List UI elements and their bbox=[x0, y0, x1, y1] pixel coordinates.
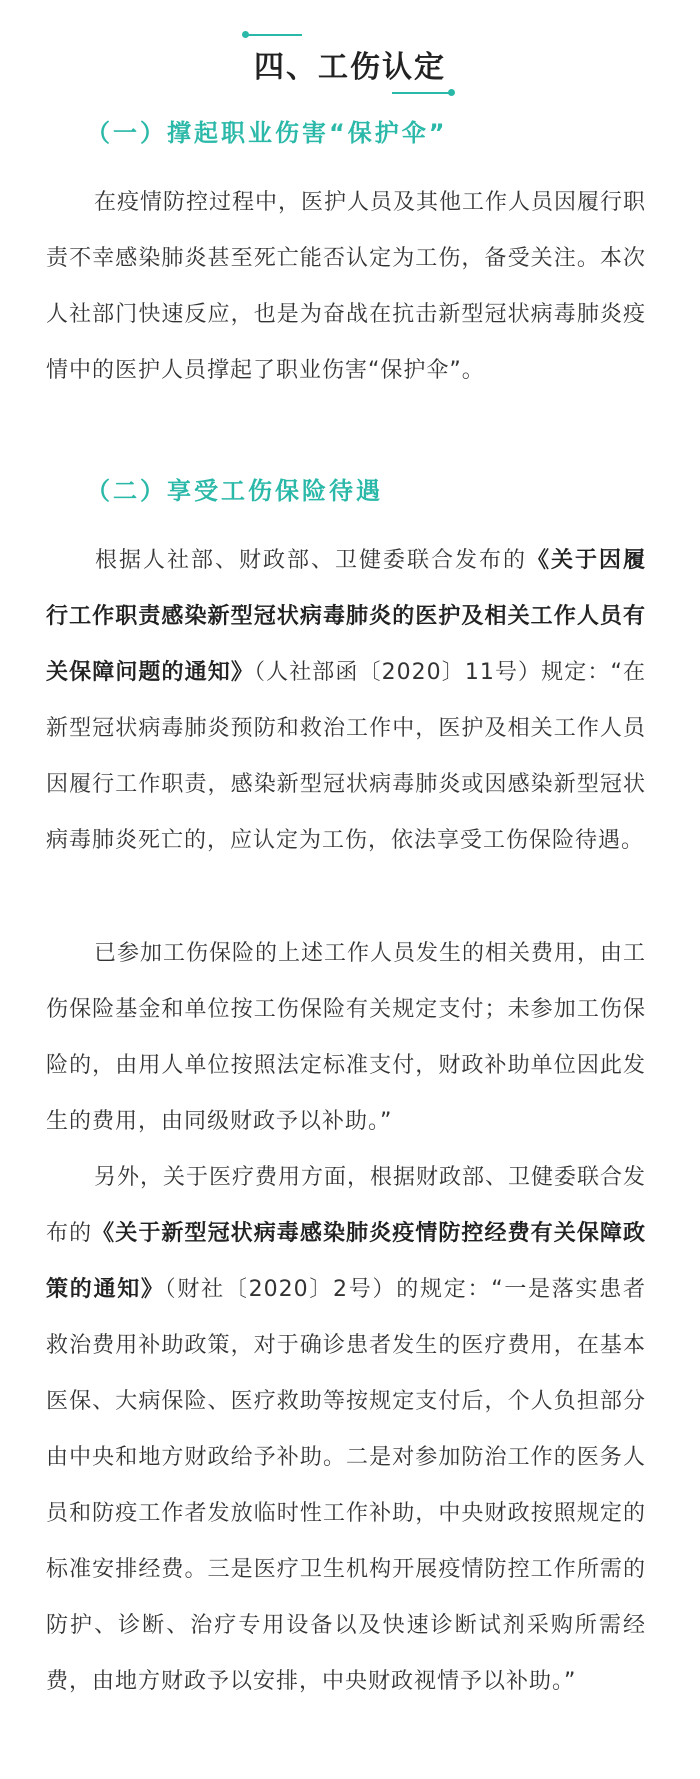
notice-title: 《关于因履行工作职责感染新型冠状病毒肺炎的医护及相关工作人员有关保障问题的通知》 bbox=[46, 548, 646, 685]
paragraph-medical-fees bbox=[46, 1150, 646, 1710]
paragraph-costs bbox=[46, 926, 646, 1150]
policy-title: 《关于新型冠状病毒感染肺炎疫情防控经费有关保障政策的通知》 bbox=[46, 1221, 646, 1302]
section-title-protection: （一）撑起职业伤害“保护伞” bbox=[86, 119, 448, 147]
decorative-line-bottom bbox=[392, 92, 452, 94]
paragraph-notice bbox=[46, 533, 646, 869]
paragraph-text: 已参加工伤保险的上述工作人员发生的相关费用，由工伤保险基金和单位按工伤保险有关规定支付；未参加工伤保险的，由用人单位按照法定标准支付，财政补助单位因此发生的费用，由同级财政予以补助。” bbox=[46, 941, 647, 1134]
page-title: 四、工伤认定 bbox=[254, 50, 446, 85]
paragraph-text: 根据人社部、财政部、卫健委联合发布的 bbox=[94, 548, 527, 573]
paragraph-text: （财社〔2020〕2号）的规定：“一是落实患者救治费用补助政策，对于确诊患者发生的医疗费用，在基本医保、大病保险、医疗救助等按规定支付后，个人负担部分由中央和地方财政给予补助。二是对参加防治工作的医务人员和防疫工作者发放临时性工作补助，中央财政按照规定的标准安排经费。三是医疗卫生机构开展疫情防控工作所需的防护、诊断、治疗专用设备以及快速诊断试剂采购所需经费，由地方财政予以安排，中央财政视情予以补助。” bbox=[46, 1277, 646, 1694]
paragraph-text: 另外，关于医疗费用方面，根据财政部、卫健委联合发布的 bbox=[46, 1165, 647, 1246]
paragraph-text: 在疫情防控过程中，医护人员及其他工作人员因履行职责不幸感染肺炎甚至死亡能否认定为工伤，备受关注。本次人社部门快速反应，也是为奋战在抗击新型冠状病毒肺炎疫情中的医护人员撑起了职业伤害“保护伞”。 bbox=[46, 190, 647, 383]
paragraph-protection bbox=[46, 175, 646, 399]
decorative-dot-icon bbox=[448, 89, 455, 96]
decorative-line-top bbox=[246, 34, 302, 36]
section-title-insurance: （二）享受工伤保险待遇 bbox=[86, 477, 383, 505]
heading-block bbox=[0, 20, 700, 100]
paragraph-text: （人社部函〔2020〕11号）规定：“在新型冠状病毒肺炎预防和救治工作中，医护及相关工作人员因履行工作职责，感染新型冠状病毒肺炎或因感染新型冠状病毒肺炎死亡的，应认定为工伤，依法享受工伤保险待遇。 bbox=[46, 660, 646, 853]
